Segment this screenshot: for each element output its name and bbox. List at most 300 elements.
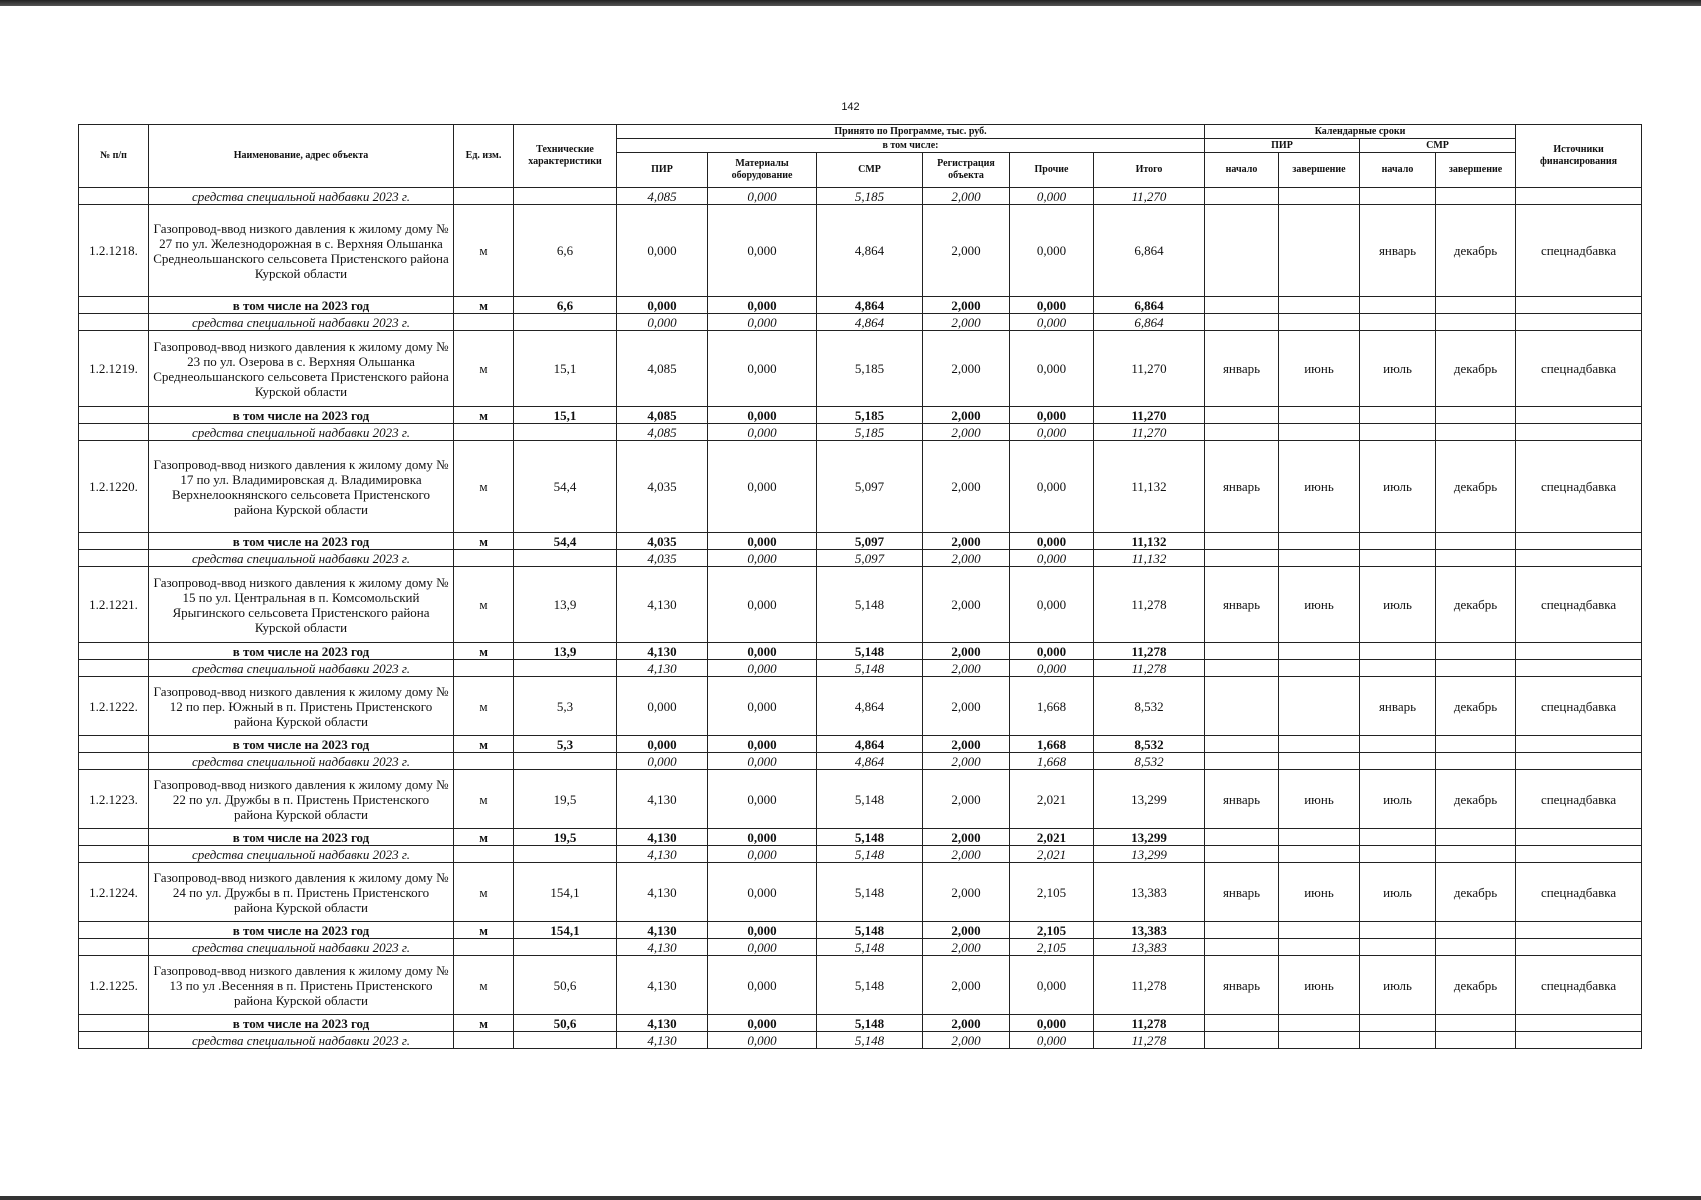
pir-start: январь — [1205, 567, 1279, 643]
fund-empty — [454, 660, 514, 677]
subtotal-empty — [1279, 736, 1360, 753]
subtotal-empty — [1279, 407, 1360, 424]
row-num: 1.2.1222. — [79, 677, 149, 736]
scan-border-bottom — [0, 1196, 1701, 1200]
subtotal-empty — [1279, 297, 1360, 314]
subtotal-empty — [1516, 829, 1642, 846]
subtotal-empty — [1360, 922, 1436, 939]
fund-empty — [1360, 939, 1436, 956]
subtotal-empty — [79, 643, 149, 660]
fund-registration: 2,000 — [923, 753, 1010, 770]
row-num: 1.2.1225. — [79, 956, 149, 1015]
subtotal-unit: м — [454, 533, 514, 550]
pir-start: январь — [1205, 956, 1279, 1015]
fund-registration: 2,000 — [923, 660, 1010, 677]
fund-pir: 0,000 — [617, 314, 708, 331]
subtotal-empty — [1516, 297, 1642, 314]
header-cal-smr: СМР — [1360, 139, 1516, 153]
fund-empty — [514, 753, 617, 770]
subtotal-registration: 2,000 — [923, 1015, 1010, 1032]
object-name: Газопровод-ввод низкого давления к жилому дому № 12 по пер. Южный в п. Пристень Пристенского района Курской области — [149, 677, 454, 736]
pir-start — [1205, 205, 1279, 297]
row-unit: м — [454, 770, 514, 829]
subtotal-row — [79, 922, 1642, 939]
subtotal-empty — [1360, 297, 1436, 314]
fund-empty — [79, 660, 149, 677]
fund-label: средства специальной надбавки 2023 г. — [149, 939, 454, 956]
header-name: Наименование, адрес объекта — [149, 125, 454, 188]
fund-label: средства специальной надбавки 2023 г. — [149, 753, 454, 770]
fund-pir: 4,085 — [617, 424, 708, 441]
subtotal-empty — [1205, 643, 1279, 660]
subtotal-empty — [1360, 736, 1436, 753]
subtotal-registration: 2,000 — [923, 297, 1010, 314]
row-unit: м — [454, 205, 514, 297]
fund-empty — [1279, 660, 1360, 677]
fund-empty — [79, 939, 149, 956]
subtotal-empty — [1279, 1015, 1360, 1032]
smr-end: декабрь — [1436, 677, 1516, 736]
subtotal-registration: 2,000 — [923, 533, 1010, 550]
subtotal-empty — [1205, 297, 1279, 314]
pir-end — [1279, 205, 1360, 297]
pir-end — [1279, 677, 1360, 736]
object-name: Газопровод-ввод низкого давления к жилому дому № 17 по ул. Владимировская д. Владимировка Верхнелоокнянского сельсовета Пристенского района Курской области — [149, 441, 454, 533]
row-other: 0,000 — [1010, 567, 1094, 643]
header-accepted: Принято по Программе, тыс. руб. — [617, 125, 1205, 139]
row-other: 0,000 — [1010, 331, 1094, 407]
fund-row — [79, 753, 1642, 770]
subtotal-unit: м — [454, 643, 514, 660]
fund-empty — [1436, 753, 1516, 770]
fund-other: 0,000 — [1010, 550, 1094, 567]
fund-total: 11,270 — [1094, 424, 1205, 441]
fund-empty — [454, 753, 514, 770]
subtotal-label: в том числе на 2023 год — [149, 533, 454, 550]
fund-empty — [1360, 424, 1436, 441]
row-smr: 5,148 — [817, 863, 923, 922]
header-smr-start: начало — [1360, 153, 1436, 188]
object-name: Газопровод-ввод низкого давления к жилому дому № 27 по ул. Железнодорожная в с. Верхняя Ольшанка Среднеольшанского сельсовета Пристенского района Курской области — [149, 205, 454, 297]
fund-empty — [1516, 660, 1642, 677]
fund-empty — [454, 424, 514, 441]
fund-smr: 5,185 — [817, 188, 923, 205]
row-unit: м — [454, 331, 514, 407]
subtotal-empty — [79, 407, 149, 424]
row-other: 1,668 — [1010, 677, 1094, 736]
fund-empty — [1205, 660, 1279, 677]
fund-empty — [1205, 846, 1279, 863]
fund-registration: 2,000 — [923, 846, 1010, 863]
fund-smr: 4,864 — [817, 753, 923, 770]
fund-pir: 4,130 — [617, 846, 708, 863]
subtotal-empty — [1279, 643, 1360, 660]
pir-end: июнь — [1279, 863, 1360, 922]
row-tech: 154,1 — [514, 863, 617, 922]
fund-smr: 5,148 — [817, 846, 923, 863]
subtotal-materials: 0,000 — [708, 829, 817, 846]
subtotal-empty — [1205, 407, 1279, 424]
header-pir-end: завершение — [1279, 153, 1360, 188]
row-num: 1.2.1224. — [79, 863, 149, 922]
subtotal-label: в том числе на 2023 год — [149, 736, 454, 753]
subtotal-pir: 4,035 — [617, 533, 708, 550]
subtotal-smr: 5,097 — [817, 533, 923, 550]
row-other: 2,105 — [1010, 863, 1094, 922]
subtotal-empty — [1436, 736, 1516, 753]
fund-empty — [1360, 846, 1436, 863]
subtotal-other: 0,000 — [1010, 297, 1094, 314]
fund-empty — [1205, 314, 1279, 331]
subtotal-tech: 154,1 — [514, 922, 617, 939]
subtotal-row — [79, 736, 1642, 753]
object-name: Газопровод-ввод низкого давления к жилому дому № 23 по ул. Озерова в с. Верхняя Ольшанка Среднеольшанского сельсовета Пристенского района Курской области — [149, 331, 454, 407]
row-registration: 2,000 — [923, 331, 1010, 407]
subtotal-tech: 54,4 — [514, 533, 617, 550]
row-pir: 0,000 — [617, 677, 708, 736]
header-num: № п/п — [79, 125, 149, 188]
smr-end: декабрь — [1436, 956, 1516, 1015]
row-num: 1.2.1223. — [79, 770, 149, 829]
fund-empty — [1360, 660, 1436, 677]
subtotal-empty — [1436, 297, 1516, 314]
subtotal-total: 13,299 — [1094, 829, 1205, 846]
subtotal-smr: 5,148 — [817, 829, 923, 846]
header-registration: Регистрация объекта — [923, 153, 1010, 188]
row-registration: 2,000 — [923, 441, 1010, 533]
subtotal-empty — [1436, 643, 1516, 660]
subtotal-total: 11,132 — [1094, 533, 1205, 550]
fund-empty — [1279, 550, 1360, 567]
row-smr: 4,864 — [817, 205, 923, 297]
row-tech: 50,6 — [514, 956, 617, 1015]
subtotal-materials: 0,000 — [708, 1015, 817, 1032]
subtotal-pir: 4,130 — [617, 829, 708, 846]
row-smr: 4,864 — [817, 677, 923, 736]
subtotal-materials: 0,000 — [708, 297, 817, 314]
header-tech: Технические характеристики — [514, 125, 617, 188]
header-materials: Материалы оборудование — [708, 153, 817, 188]
fund-empty — [1279, 753, 1360, 770]
subtotal-empty — [79, 922, 149, 939]
fund-materials: 0,000 — [708, 660, 817, 677]
funding-source: спецнадбавка — [1516, 441, 1642, 533]
table-row — [79, 863, 1642, 922]
subtotal-materials: 0,000 — [708, 643, 817, 660]
subtotal-empty — [79, 829, 149, 846]
subtotal-empty — [1360, 1015, 1436, 1032]
fund-pir: 4,085 — [617, 188, 708, 205]
row-materials: 0,000 — [708, 863, 817, 922]
fund-empty — [1436, 660, 1516, 677]
subtotal-label: в том числе на 2023 год — [149, 1015, 454, 1032]
fund-label: средства специальной надбавки 2023 г. — [149, 314, 454, 331]
row-pir: 0,000 — [617, 205, 708, 297]
fund-empty — [1516, 424, 1642, 441]
fund-pir: 4,130 — [617, 660, 708, 677]
fund-smr: 4,864 — [817, 314, 923, 331]
table-row — [79, 956, 1642, 1015]
row-unit: м — [454, 567, 514, 643]
subtotal-pir: 0,000 — [617, 736, 708, 753]
pir-start: январь — [1205, 863, 1279, 922]
fund-empty — [1436, 424, 1516, 441]
subtotal-tech: 5,3 — [514, 736, 617, 753]
subtotal-registration: 2,000 — [923, 407, 1010, 424]
subtotal-unit: м — [454, 297, 514, 314]
header-smr-end: завершение — [1436, 153, 1516, 188]
subtotal-total: 11,278 — [1094, 1015, 1205, 1032]
row-materials: 0,000 — [708, 770, 817, 829]
scan-border-top — [0, 0, 1701, 6]
row-tech: 5,3 — [514, 677, 617, 736]
row-registration: 2,000 — [923, 205, 1010, 297]
funding-source: спецнадбавка — [1516, 956, 1642, 1015]
subtotal-unit: м — [454, 736, 514, 753]
fund-empty — [514, 424, 617, 441]
row-pir: 4,130 — [617, 863, 708, 922]
table-row — [79, 770, 1642, 829]
table-row — [79, 677, 1642, 736]
funding-source: спецнадбавка — [1516, 770, 1642, 829]
row-registration: 2,000 — [923, 770, 1010, 829]
subtotal-other: 2,021 — [1010, 829, 1094, 846]
subtotal-empty — [79, 736, 149, 753]
subtotal-row — [79, 1015, 1642, 1032]
header-smr: СМР — [817, 153, 923, 188]
fund-materials: 0,000 — [708, 188, 817, 205]
subtotal-registration: 2,000 — [923, 643, 1010, 660]
pir-end: июнь — [1279, 441, 1360, 533]
fund-registration: 2,000 — [923, 550, 1010, 567]
subtotal-registration: 2,000 — [923, 829, 1010, 846]
subtotal-other: 2,105 — [1010, 922, 1094, 939]
fund-empty — [514, 550, 617, 567]
header-total: Итого — [1094, 153, 1205, 188]
row-smr: 5,097 — [817, 441, 923, 533]
header-pir: ПИР — [617, 153, 708, 188]
fund-materials: 0,000 — [708, 550, 817, 567]
fund-materials: 0,000 — [708, 753, 817, 770]
subtotal-pir: 4,085 — [617, 407, 708, 424]
subtotal-pir: 0,000 — [617, 297, 708, 314]
subtotal-total: 6,864 — [1094, 297, 1205, 314]
row-smr: 5,185 — [817, 331, 923, 407]
funding-source: спецнадбавка — [1516, 863, 1642, 922]
fund-pir: 0,000 — [617, 753, 708, 770]
fund-registration: 2,000 — [923, 314, 1010, 331]
subtotal-empty — [1516, 407, 1642, 424]
row-unit: м — [454, 863, 514, 922]
subtotal-smr: 4,864 — [817, 736, 923, 753]
subtotal-row — [79, 533, 1642, 550]
fund-empty — [1360, 753, 1436, 770]
fund-pir: 4,035 — [617, 550, 708, 567]
fund-materials: 0,000 — [708, 424, 817, 441]
fund-row — [79, 846, 1642, 863]
fund-empty — [1436, 314, 1516, 331]
funding-source: спецнадбавка — [1516, 331, 1642, 407]
fund-other: 0,000 — [1010, 1032, 1094, 1049]
row-materials: 0,000 — [708, 677, 817, 736]
subtotal-smr: 5,148 — [817, 643, 923, 660]
subtotal-unit: м — [454, 829, 514, 846]
fund-empty — [454, 846, 514, 863]
subtotal-empty — [1360, 829, 1436, 846]
fund-row — [79, 314, 1642, 331]
table-row — [79, 567, 1642, 643]
subtotal-empty — [1360, 643, 1436, 660]
fund-empty — [1436, 1032, 1516, 1049]
subtotal-empty — [1360, 533, 1436, 550]
pir-end: июнь — [1279, 567, 1360, 643]
fund-total: 11,278 — [1094, 660, 1205, 677]
subtotal-other: 1,668 — [1010, 736, 1094, 753]
smr-start: июль — [1360, 956, 1436, 1015]
row-num: 1.2.1221. — [79, 567, 149, 643]
subtotal-smr: 5,185 — [817, 407, 923, 424]
subtotal-empty — [79, 1015, 149, 1032]
subtotal-total: 13,383 — [1094, 922, 1205, 939]
subtotal-empty — [1516, 1015, 1642, 1032]
page-number: 142 — [841, 101, 860, 113]
fund-pir: 4,130 — [617, 1032, 708, 1049]
row-smr: 5,148 — [817, 770, 923, 829]
fund-smr: 5,148 — [817, 660, 923, 677]
fund-empty — [454, 939, 514, 956]
fund-registration: 2,000 — [923, 188, 1010, 205]
fund-empty — [454, 314, 514, 331]
fund-other: 0,000 — [1010, 424, 1094, 441]
fund-empty — [1360, 314, 1436, 331]
row-registration: 2,000 — [923, 956, 1010, 1015]
fund-empty — [454, 550, 514, 567]
row-unit: м — [454, 441, 514, 533]
row-pir: 4,130 — [617, 956, 708, 1015]
fund-total: 13,383 — [1094, 939, 1205, 956]
fund-label: средства специальной надбавки 2023 г. — [149, 1032, 454, 1049]
fund-empty — [1279, 424, 1360, 441]
smr-start: июль — [1360, 770, 1436, 829]
subtotal-registration: 2,000 — [923, 736, 1010, 753]
subtotal-total: 11,278 — [1094, 643, 1205, 660]
row-pir: 4,130 — [617, 770, 708, 829]
smr-end: декабрь — [1436, 567, 1516, 643]
funding-source: спецнадбавка — [1516, 205, 1642, 297]
fund-registration: 2,000 — [923, 1032, 1010, 1049]
subtotal-other: 0,000 — [1010, 1015, 1094, 1032]
fund-total: 13,299 — [1094, 846, 1205, 863]
row-num: 1.2.1219. — [79, 331, 149, 407]
row-pir: 4,035 — [617, 441, 708, 533]
fund-empty — [1205, 939, 1279, 956]
fund-empty — [1516, 1032, 1642, 1049]
row-total: 11,270 — [1094, 331, 1205, 407]
header-calendar: Календарные сроки — [1205, 125, 1516, 139]
subtotal-empty — [1516, 922, 1642, 939]
object-name: Газопровод-ввод низкого давления к жилому дому № 22 по ул. Дружбы в п. Пристень Пристенского района Курской области — [149, 770, 454, 829]
smr-start: июль — [1360, 441, 1436, 533]
subtotal-label: в том числе на 2023 год — [149, 643, 454, 660]
program-table — [78, 124, 1642, 1049]
row-unit: м — [454, 956, 514, 1015]
row-tech: 19,5 — [514, 770, 617, 829]
row-registration: 2,000 — [923, 567, 1010, 643]
row-registration: 2,000 — [923, 677, 1010, 736]
fund-registration: 2,000 — [923, 939, 1010, 956]
subtotal-empty — [79, 533, 149, 550]
fund-empty — [514, 846, 617, 863]
subtotal-empty — [1205, 533, 1279, 550]
fund-empty — [1436, 550, 1516, 567]
subtotal-materials: 0,000 — [708, 736, 817, 753]
table-row — [79, 441, 1642, 533]
subtotal-empty — [1436, 533, 1516, 550]
subtotal-unit: м — [454, 922, 514, 939]
fund-smr: 5,185 — [817, 424, 923, 441]
subtotal-empty — [79, 297, 149, 314]
smr-end: декабрь — [1436, 770, 1516, 829]
row-materials: 0,000 — [708, 331, 817, 407]
row-tech: 6,6 — [514, 205, 617, 297]
smr-end: декабрь — [1436, 205, 1516, 297]
fund-smr: 5,148 — [817, 939, 923, 956]
fund-empty — [1279, 1032, 1360, 1049]
subtotal-empty — [1205, 1015, 1279, 1032]
fund-empty — [79, 314, 149, 331]
header-pir-start: начало — [1205, 153, 1279, 188]
subtotal-smr: 5,148 — [817, 922, 923, 939]
row-other: 0,000 — [1010, 956, 1094, 1015]
subtotal-materials: 0,000 — [708, 922, 817, 939]
row-total: 6,864 — [1094, 205, 1205, 297]
fund-empty — [1436, 846, 1516, 863]
smr-start: июль — [1360, 863, 1436, 922]
fund-row — [79, 939, 1642, 956]
smr-start: январь — [1360, 205, 1436, 297]
fund-empty — [1516, 753, 1642, 770]
row-total: 8,532 — [1094, 677, 1205, 736]
smr-start: июль — [1360, 331, 1436, 407]
subtotal-tech: 50,6 — [514, 1015, 617, 1032]
subtotal-total: 8,532 — [1094, 736, 1205, 753]
subtotal-pir: 4,130 — [617, 922, 708, 939]
fund-label: средства специальной надбавки 2023 г. — [149, 188, 454, 205]
fund-empty — [1516, 550, 1642, 567]
fund-empty — [1516, 314, 1642, 331]
subtotal-empty — [1279, 533, 1360, 550]
pir-start — [1205, 677, 1279, 736]
pir-start: январь — [1205, 441, 1279, 533]
row-num: 1.2.1220. — [79, 441, 149, 533]
pir-start: январь — [1205, 331, 1279, 407]
header-unit: Ед. изм. — [454, 125, 514, 188]
funding-source: спецнадбавка — [1516, 567, 1642, 643]
fund-empty — [79, 424, 149, 441]
subtotal-other: 0,000 — [1010, 533, 1094, 550]
table-row — [79, 205, 1642, 297]
subtotal-smr: 5,148 — [817, 1015, 923, 1032]
fund-empty — [454, 1032, 514, 1049]
fund-empty — [1436, 939, 1516, 956]
row-total: 11,132 — [1094, 441, 1205, 533]
fund-empty — [79, 846, 149, 863]
row-total: 13,299 — [1094, 770, 1205, 829]
fund-label: средства специальной надбавки 2023 г. — [149, 660, 454, 677]
subtotal-empty — [1516, 643, 1642, 660]
subtotal-empty — [1516, 736, 1642, 753]
fund-total: 11,270 — [1094, 188, 1205, 205]
